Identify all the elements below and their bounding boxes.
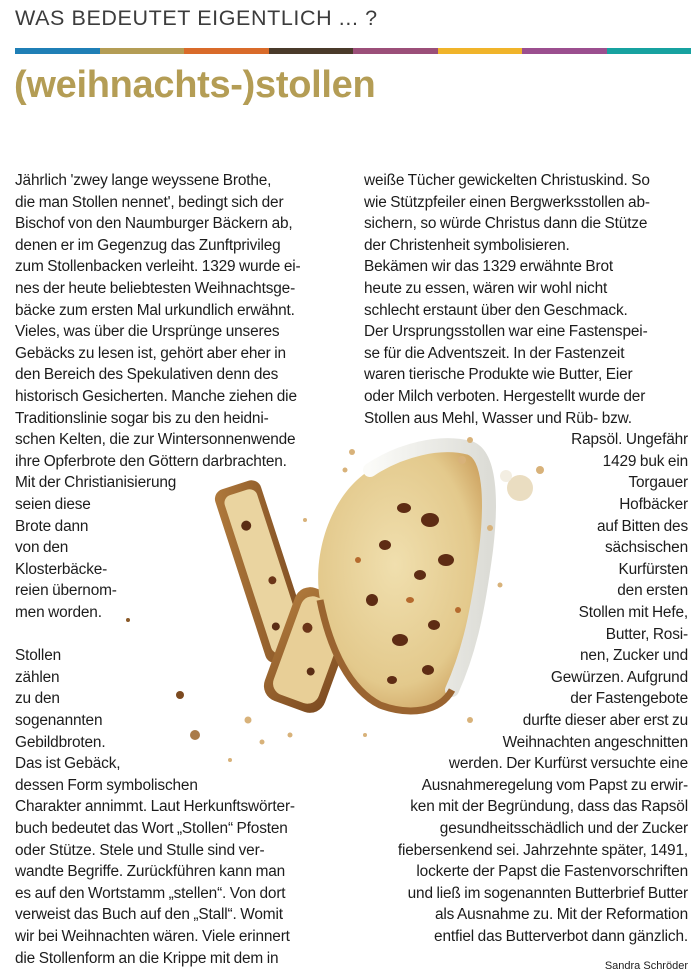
article-title: (weihnachts-)stollen <box>14 64 376 106</box>
article-line: Rapsöl. Ungefähr <box>571 431 688 449</box>
article-line: historisch Gesicherten. Manche ziehen die <box>15 388 297 405</box>
article-line: men worden. <box>15 604 102 621</box>
article-line: Charakter annimmt. Laut Herkunftswörter- <box>15 798 295 816</box>
article-line: se für die Adventszeit. In der Fastenzeit <box>364 344 625 362</box>
stripe-segment <box>607 48 692 54</box>
article-line: Traditionslinie sogar bis zu den heidni- <box>15 409 269 427</box>
article-line: zum Stollenbacken verleiht. 1329 wurde ei- <box>15 258 301 276</box>
article-line: nes der heute beliebtesten Weihnachtsge- <box>15 280 296 297</box>
article-line: Vieles, was über die Ursprünge unseres <box>15 323 280 341</box>
article-line: Das ist Gebäck, <box>15 755 121 773</box>
article-line: Brote dann <box>15 517 89 535</box>
article-line: oder Stütze. Stele und Stulle sind ver- <box>15 841 265 859</box>
article-line: schen Kelten, die zur Wintersonnenwende <box>15 431 296 449</box>
article-line: Torgauer <box>628 474 688 492</box>
article-line: entfiel das Butterverbot dann gänzlich. <box>434 928 688 945</box>
article-line: heute zu essen, wären wir wohl nicht <box>364 280 608 297</box>
thin-stollen-slice <box>212 478 314 666</box>
article-line: weiße Tücher gewickelten Christuskind. So <box>364 172 650 189</box>
article-line: wandte Begriffe. Zurückführen kann man <box>15 863 286 881</box>
article-line: es auf den Wortstamm „stellen“. Von dort <box>15 884 286 902</box>
article-line: Ausnahmeregelung vom Papst zu erwir- <box>421 776 688 794</box>
article-line: durfte dieser aber erst zu <box>522 712 688 729</box>
article-line: Gewürzen. Aufgrund <box>550 668 688 686</box>
article-line: sogenannten <box>15 712 103 729</box>
article-line: Gebäcks zu lesen ist, gehört aber eher in <box>15 344 286 362</box>
article-line: nen, Zucker und <box>580 647 688 665</box>
article-line: dessen Form symbolischen <box>15 776 198 794</box>
article-line: waren tierische Produkte wie Butter, Eier <box>364 366 633 384</box>
article-line: Weihnachten angeschnitten <box>502 733 688 751</box>
article-line: oder Milch verboten. Hergestellt wurde der <box>364 388 646 405</box>
article-line: reien übernom- <box>15 582 117 600</box>
article-line: verweist das Buch auf den „Stall“. Womit <box>15 906 283 924</box>
article-line: sächsischen <box>604 539 688 557</box>
article-line: der Christenheit symbolisieren. <box>364 236 570 254</box>
article-line: lockerte der Papst die Fastenvorschriften <box>416 863 688 881</box>
author-credit: Sandra Schröder <box>604 960 688 972</box>
small-stollen-piece <box>259 583 360 718</box>
article-line: Gebildbroten. <box>15 733 106 751</box>
article-line: Hofbäcker <box>619 496 688 513</box>
stripe-segment <box>100 48 185 54</box>
main-stollen-slice <box>318 445 489 711</box>
article-line: zählen <box>15 668 60 686</box>
article-line: die Stollenform an die Krippe mit dem in <box>15 949 279 967</box>
article-line: Stollen mit Hefe, <box>578 604 688 621</box>
article-line: auf Bitten des <box>596 517 688 535</box>
article-line: Jährlich 'zwey lange weyssene Brothe, <box>15 172 272 189</box>
article-line: schlecht erstaunt über den Geschmack. <box>364 301 628 319</box>
article-line: sichern, so würde Christus dann die Stütze <box>364 215 648 233</box>
article-line: 1429 buk ein <box>602 452 688 470</box>
article-line: den ersten <box>617 582 688 600</box>
stripe-segment <box>353 48 438 54</box>
article-line: seien diese <box>15 496 91 513</box>
stripe-segment <box>15 48 100 54</box>
article-line: Stollen <box>15 647 62 665</box>
article-line: als Ausnahme zu. Mit der Reformation <box>434 906 688 924</box>
crumbs <box>126 437 544 762</box>
article-line: Der Ursprungsstollen war eine Fastenspei- <box>364 323 648 341</box>
stripe-segment <box>269 48 354 54</box>
article-line: gesundheitsschädlich und der Zucker <box>439 820 688 837</box>
article-line: buch bedeutet das Wort „Stollen“ Pfosten <box>15 820 288 837</box>
stripe-segment <box>522 48 607 54</box>
article-line: werden. Der Kurfürst versuchte eine <box>448 755 688 773</box>
article-line: bäcke zum ersten Mal urkundlich erwähnt. <box>15 301 295 319</box>
article-line: Bischof von den Naumburger Bäckern ab, <box>15 215 293 233</box>
article-line: Klosterbäcke- <box>15 560 108 578</box>
article-line: die man Stollen nennet', bedingt sich der <box>15 193 284 211</box>
article-line: zu den <box>15 690 60 708</box>
article-line: Butter, Rosi- <box>605 625 688 643</box>
article-line: wir bei Weihnachten wären. Viele erinnert <box>15 928 290 945</box>
article-line: Stollen aus Mehl, Wasser und Rüb- bzw. <box>364 409 632 427</box>
article-line: den Bereich des Spekulativen denn des <box>15 366 279 384</box>
article-line: Bekämen wir das 1329 erwähnte Brot <box>364 258 614 276</box>
article-line: fiebersenkend sei. Jahrzehnte später, 1491, <box>397 841 688 859</box>
article-line: Mit der Christianisierung <box>15 474 177 492</box>
article-line: denen er im Gegenzug das Zunftprivileg <box>15 236 281 254</box>
article-line: der Fastengebote <box>570 690 688 708</box>
color-stripe-bar <box>15 48 691 54</box>
article-line: und ließ im sogenannten Butterbrief Butter <box>407 884 688 902</box>
article-line: wie Stützpfeiler einen Bergwerksstollen ab- <box>364 193 650 211</box>
article-line: ihre Opferbrote den Göttern darbrachten. <box>15 452 287 470</box>
stripe-segment <box>438 48 523 54</box>
article-line: von den <box>15 539 69 557</box>
stripe-segment <box>184 48 269 54</box>
kicker: WAS BEDEUTET EIGENTLICH ... ? <box>15 6 378 30</box>
article-line: Kurfürsten <box>618 560 688 578</box>
article-line: ken mit der Begründung, dass das Rapsöl <box>410 798 688 816</box>
